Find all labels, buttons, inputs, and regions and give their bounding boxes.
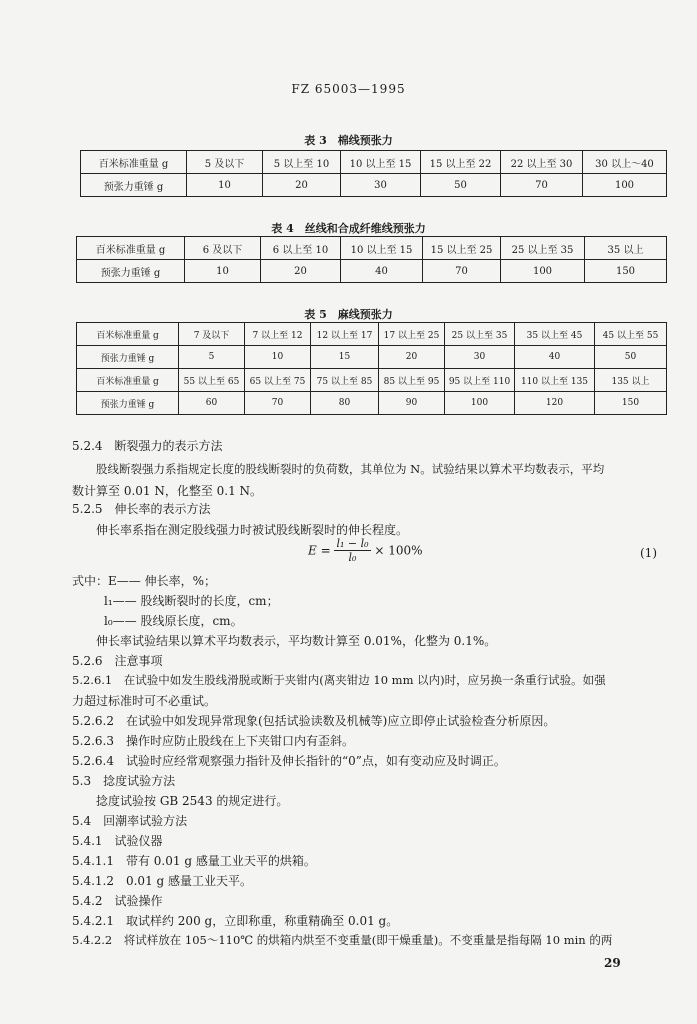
table-cell: 100 [583, 174, 667, 197]
section-heading: 5.4.1 试验仪器 [72, 834, 163, 848]
table-cell: 70 [423, 260, 501, 283]
table-row [77, 392, 667, 415]
table-cell: 40 [515, 346, 595, 369]
table-cell: 50 [421, 174, 501, 197]
table-row [81, 174, 667, 197]
paragraph: 5.2.6.4 试验时应经常观察强力指针及伸长指针的“0”点，如有变动应及时调正。 [72, 754, 506, 768]
section-heading: 5.4.2 试验操作 [72, 894, 163, 908]
table-cell: 预张力重锤 g [77, 392, 179, 415]
table-cell: 百米标准重量 g [77, 237, 185, 260]
table-row [77, 346, 667, 369]
table-cell: 135 以上 [595, 369, 667, 392]
paragraph: 5.4.2.2 将试样放在 105～110℃ 的烘箱内烘至不变重量(即干燥重量)。不变重量是指每隔 10 min 的两 [72, 933, 613, 947]
formula-numerator: l₁ − l₀ [336, 537, 369, 550]
section-heading: 5.4 回潮率试验方法 [72, 814, 188, 828]
table-cell: 15 以上至 25 [423, 237, 501, 260]
table-row [77, 369, 667, 392]
table-cell: 预张力重锤 g [77, 260, 185, 283]
table-cell: 120 [515, 392, 595, 415]
paragraph: 5.2.6.1 在试验中如发生股线滑脱或断于夹钳内(离夹钳边 10 mm 以内)时，应另换一条重行试验。如强 [72, 673, 606, 687]
paragraph: 5.2.6.3 操作时应防止股线在上下夹钳口内有歪斜。 [72, 734, 354, 748]
table-cell: 35 以上 [585, 237, 667, 260]
table-cell: 6 及以下 [185, 237, 261, 260]
table-cell: 12 以上至 17 [311, 323, 379, 346]
table-row [81, 151, 667, 174]
definition-line: l₁—— 股线断裂时的长度，cm； [104, 594, 279, 608]
table-cell: 10 以上至 15 [341, 237, 423, 260]
paragraph: 股线断裂强力系指规定长度的股线断裂时的负荷数，其单位为 N。试验结果以算术平均数表示，平均 [96, 462, 605, 476]
paragraph: 5.4.1.1 带有 0.01 g 感量工业天平的烘箱。 [72, 854, 316, 868]
formula-rhs: × 100% [374, 543, 423, 558]
page-number: 29 [604, 956, 621, 970]
table-cell: 10 [185, 260, 261, 283]
table-cell: 80 [311, 392, 379, 415]
section-heading: 5.2.4 断裂强力的表示方法 [72, 439, 223, 453]
table-cell: 预张力重锤 g [81, 174, 187, 197]
table-cell: 百米标准重量 g [77, 323, 179, 346]
table-cell: 百米标准重量 g [81, 151, 187, 174]
table-cell: 20 [261, 260, 341, 283]
table-cell: 35 以上至 45 [515, 323, 595, 346]
section-heading: 5.2.5 伸长率的表示方法 [72, 502, 211, 516]
elongation-formula [308, 537, 423, 564]
table-cell: 90 [379, 392, 445, 415]
table4 [76, 236, 667, 283]
formula-denominator: l₀ [348, 551, 357, 564]
section-heading: 5.3 捻度试验方法 [72, 774, 176, 788]
table-cell: 110 以上至 135 [515, 369, 595, 392]
table3 [80, 150, 667, 197]
table3-caption: 表 3 棉线预张力 [304, 134, 393, 147]
table-cell: 10 [187, 174, 263, 197]
table-cell: 25 以上至 35 [501, 237, 585, 260]
table-cell: 7 以上至 12 [245, 323, 311, 346]
table-cell: 30 [341, 174, 421, 197]
table-cell: 95 以上至 110 [445, 369, 515, 392]
table-cell: 22 以上至 30 [501, 151, 583, 174]
definition-line: l₀—— 股线原长度，cm。 [104, 614, 243, 628]
table-cell: 70 [501, 174, 583, 197]
table-cell: 60 [179, 392, 245, 415]
paragraph: 力超过标准时可不必重试。 [72, 694, 217, 708]
table-cell: 25 以上至 35 [445, 323, 515, 346]
table-cell: 5 [179, 346, 245, 369]
table-cell: 5 及以下 [187, 151, 263, 174]
table4-caption: 表 4 丝线和合成纤维线预张力 [271, 222, 426, 235]
table-row [77, 323, 667, 346]
table-cell: 5 以上至 10 [263, 151, 341, 174]
equation-number: (1) [640, 546, 657, 560]
table-cell: 65 以上至 75 [245, 369, 311, 392]
table-cell: 100 [501, 260, 585, 283]
standard-header: FZ 65003—1995 [291, 82, 406, 96]
definition-line: 式中：E—— 伸长率，%； [72, 574, 216, 588]
table-cell: 15 [311, 346, 379, 369]
table-cell: 55 以上至 65 [179, 369, 245, 392]
table5 [76, 322, 667, 415]
table-cell: 45 以上至 55 [595, 323, 667, 346]
paragraph: 数计算至 0.01 N，化整至 0.1 N。 [72, 484, 263, 498]
table-cell: 150 [595, 392, 667, 415]
formula-lhs: E = [308, 543, 331, 558]
table5-caption: 表 5 麻线预张力 [304, 308, 393, 321]
table-cell: 20 [263, 174, 341, 197]
table-cell: 6 以上至 10 [261, 237, 341, 260]
table-cell: 30 以上～40 [583, 151, 667, 174]
table-cell: 15 以上至 22 [421, 151, 501, 174]
table-cell: 40 [341, 260, 423, 283]
section-heading: 5.2.6 注意事项 [72, 654, 163, 668]
table-cell: 预张力重锤 g [77, 346, 179, 369]
table-cell: 7 及以下 [179, 323, 245, 346]
table-cell: 20 [379, 346, 445, 369]
paragraph: 捻度试验按 GB 2543 的规定进行。 [96, 794, 289, 808]
table-cell: 100 [445, 392, 515, 415]
table-cell: 百米标准重量 g [77, 369, 179, 392]
paragraph: 伸长率系指在测定股线强力时被试股线断裂时的伸长程度。 [96, 523, 409, 537]
paragraph: 伸长率试验结果以算术平均数表示，平均数计算至 0.01%，化整为 0.1%。 [96, 634, 497, 648]
table-cell: 85 以上至 95 [379, 369, 445, 392]
table-cell: 150 [585, 260, 667, 283]
table-cell: 17 以上至 25 [379, 323, 445, 346]
table-cell: 10 以上至 15 [341, 151, 421, 174]
table-cell: 70 [245, 392, 311, 415]
table-cell: 75 以上至 85 [311, 369, 379, 392]
formula-fraction [334, 537, 370, 564]
paragraph: 5.2.6.2 在试验中如发现异常现象(包括试验读数及机械等)应立即停止试验检查分析原因。 [72, 714, 556, 728]
paragraph: 5.4.1.2 0.01 g 感量工业天平。 [72, 874, 253, 888]
table-cell: 10 [245, 346, 311, 369]
table-cell: 50 [595, 346, 667, 369]
table-row [77, 237, 667, 260]
paragraph: 5.4.2.1 取试样约 200 g，立即称重，称重精确至 0.01 g。 [72, 914, 399, 928]
table-cell: 30 [445, 346, 515, 369]
table-row [77, 260, 667, 283]
